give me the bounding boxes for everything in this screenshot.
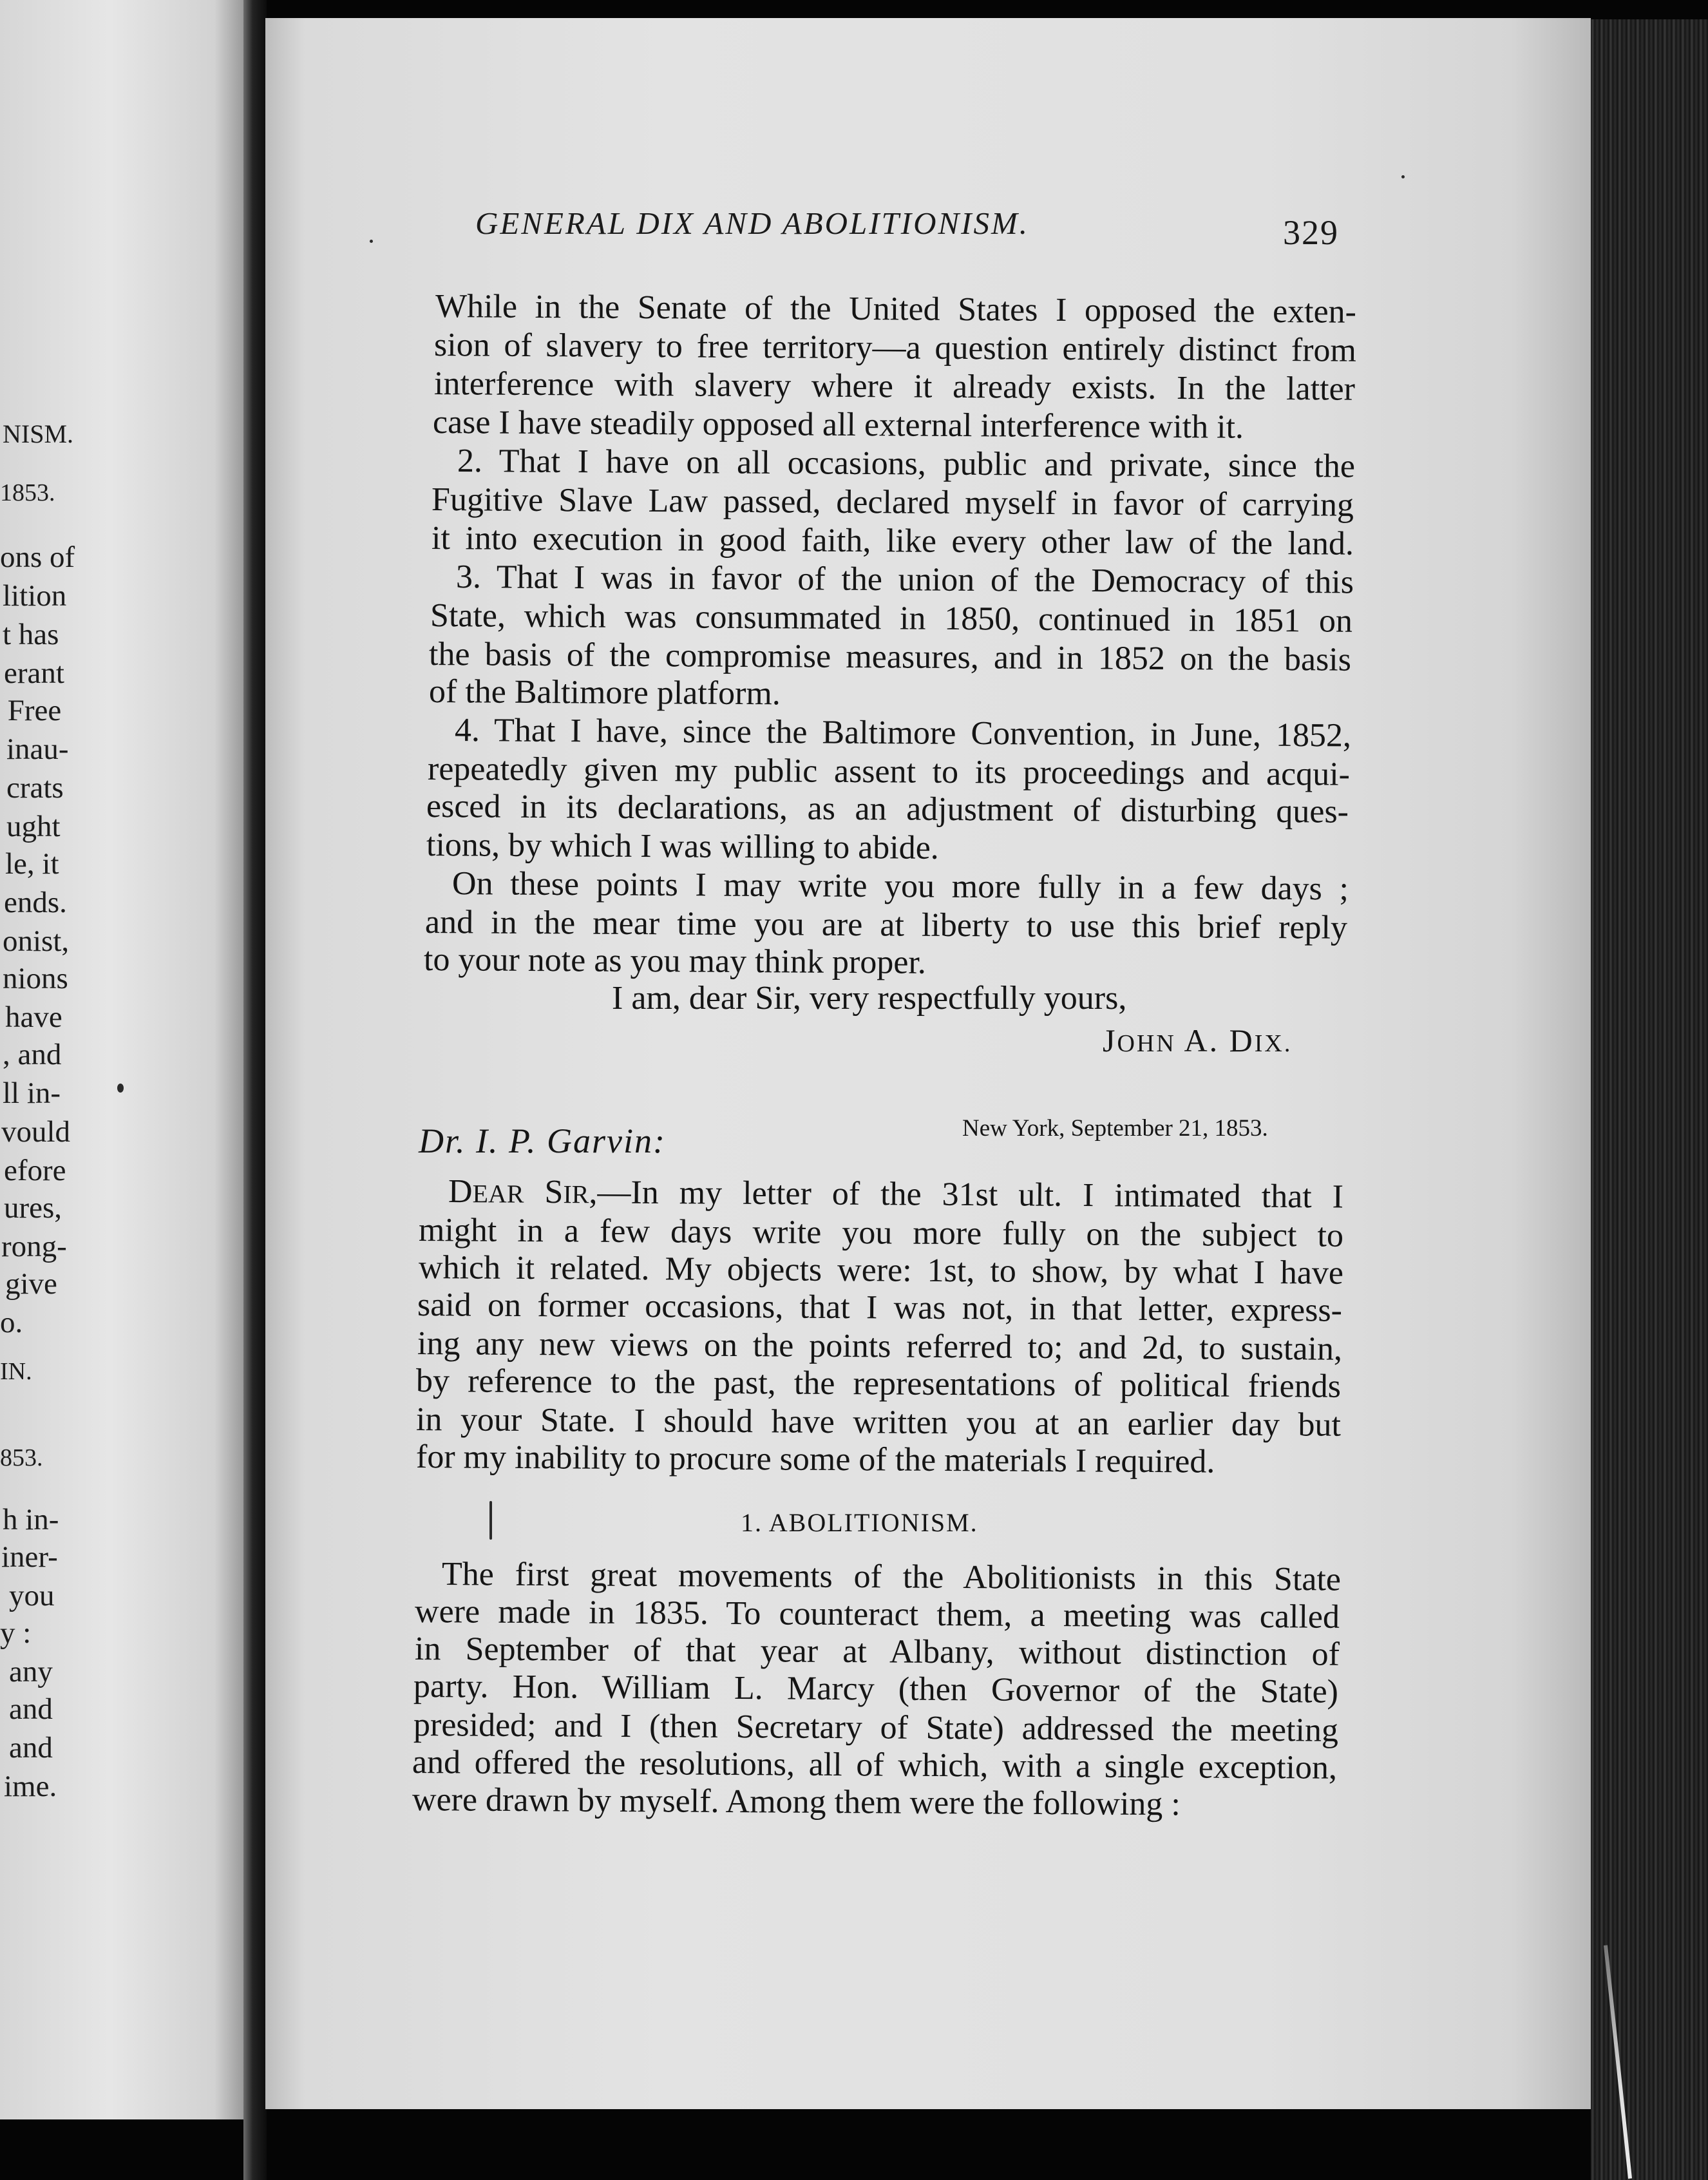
left-page-line: erant (4, 656, 64, 690)
salutation-ir: IR (563, 1180, 589, 1209)
salutation-d: D (448, 1173, 473, 1210)
signature-j: J (1103, 1022, 1117, 1058)
body-line: case I have steadily opposed all external interference with it. (432, 404, 1244, 446)
signature-a-d: A. D (1175, 1022, 1255, 1058)
left-page-line: , and (3, 1038, 62, 1071)
left-page-line: le, it (5, 847, 59, 881)
signature-ohn: OHN (1117, 1030, 1176, 1057)
body-line: The first great movements of the Abolitionists in this State (441, 1556, 1342, 1598)
left-page-line: ons of (0, 540, 75, 574)
body-line: repeatedly given my public assent to its proceedings and acqui- (427, 751, 1351, 793)
left-page-line: 853. (0, 1444, 43, 1471)
letter-addressee: Dr. I. P. Garvin: (419, 1122, 666, 1160)
running-head: GENERAL DIX AND ABOLITIONISM. (475, 206, 1030, 241)
left-page-line: ures, (4, 1191, 62, 1225)
left-page-line: and (9, 1692, 53, 1726)
body-line: were made in 1835. To counteract them, a meeting was called (414, 1593, 1340, 1636)
body-line: presided; and I (then Secretary of State) addressed the meeting (413, 1707, 1339, 1749)
left-page-line: any (9, 1655, 53, 1688)
signature-ix: IX. (1254, 1030, 1293, 1057)
body-line-salutation (448, 1175, 1343, 1214)
body-line: On these points I may write you more fully in a few days ; (451, 865, 1349, 908)
left-page-line: o. (0, 1306, 23, 1339)
body-line: 3. That I was in favor of the union of the Democracy of this (455, 559, 1354, 601)
body-line: it into execution in good faith, like every other law of the land. (431, 520, 1354, 562)
left-page-line: ll in- (3, 1076, 61, 1110)
left-page-line: you (9, 1579, 55, 1612)
body-line: for my inability to procure some of the materials I required. (415, 1439, 1215, 1480)
left-page-line: have (5, 1000, 62, 1034)
body-line: party. Hon. William L. Marcy (then Governor of the State) (413, 1668, 1339, 1710)
page-number: 329 (1283, 213, 1339, 252)
left-page-line: y : (0, 1616, 32, 1650)
salutation-text: ,—In my letter of the 31st ult. I intimated that I (589, 1174, 1344, 1216)
left-page-line: Free (0, 694, 62, 727)
body-line: and in the mear time you are at liberty to use this brief reply (424, 904, 1348, 946)
left-page-line: 1853. (0, 479, 55, 506)
scan-speck (117, 1084, 124, 1093)
body-line: of the Baltimore platform. (428, 673, 781, 712)
left-page-line: efore (4, 1154, 66, 1187)
left-page-line: vould (1, 1115, 71, 1149)
page-edges (1591, 19, 1708, 2180)
body-line: While in the Senate of the United States I opposed the exten- (435, 288, 1357, 330)
body-line: said on former occasions, that I was not, in that letter, express- (417, 1286, 1343, 1329)
left-page-line: t has (3, 618, 59, 651)
body-line: in your State. I should have written you at an earlier day but (415, 1401, 1342, 1444)
body-line: by reference to the past, the representations of political friends (415, 1362, 1342, 1405)
left-page-line: and (9, 1731, 53, 1764)
signature (1103, 1022, 1292, 1059)
body-line: were drawn by myself. Among them were the following : (412, 1781, 1181, 1823)
body-line: and offered the resolutions, all of which, with a single exception, (412, 1744, 1338, 1786)
left-page-line: ime. (4, 1770, 57, 1803)
body-line: State, which was consummated in 1850, continued in 1851 on (430, 597, 1353, 640)
salutation-ear: EAR (472, 1179, 524, 1209)
left-page-line: IN. (0, 1358, 32, 1385)
body-line: Fugitive Slave Law passed, declared myself in favor of carrying (431, 481, 1354, 524)
left-page-line: ends. (4, 886, 67, 919)
book-gutter (243, 0, 267, 2180)
left-page-line: crats (6, 771, 64, 805)
body-line: tions, by which I was willing to abide. (426, 827, 939, 866)
left-page-line: rong- (1, 1230, 67, 1263)
left-page-line: lition (3, 579, 67, 613)
left-page-line: NISM. (3, 419, 74, 448)
scan-speck (1401, 175, 1405, 178)
left-page-line: inau- (6, 732, 69, 766)
scan-speck (370, 240, 373, 243)
body-line: esced in its declarations, as an adjustment of disturbing ques- (426, 788, 1349, 830)
body-line: which it related. My objects were: 1st, to show, by what I have (418, 1249, 1344, 1292)
letter-closing: I am, dear Sir, very respectfully yours, (612, 980, 1127, 1017)
left-page-line: iner- (1, 1540, 58, 1574)
left-page-line: h in- (3, 1503, 59, 1536)
body-line: 2. That I have on all occasions, public and private, since the (457, 443, 1356, 485)
body-line: sion of slavery to free territory—a question entirely distinct from (433, 327, 1357, 369)
salutation-s: S (524, 1173, 564, 1211)
left-page-line: ught (6, 810, 61, 843)
body-line: might in a few days write you more fully on the subject to (418, 1212, 1344, 1254)
left-facing-page (0, 0, 243, 2119)
letter-dateline: New York, September 21, 1853. (962, 1115, 1268, 1142)
scan-speck (489, 1501, 492, 1540)
left-page-line: give (5, 1267, 57, 1301)
body-line: in September of that year at Albany, without distinction of (414, 1630, 1340, 1673)
body-line: ing any new views on the points referred to; and 2d, to sustain, (417, 1325, 1343, 1368)
body-line: the basis of the compromise measures, and in 1852 on the basis (428, 636, 1352, 678)
left-page-line: nions (3, 962, 68, 995)
section-heading: 1. ABOLITIONISM. (741, 1508, 978, 1537)
body-line: interference with slavery where it already exists. In the latter (433, 365, 1356, 408)
left-page-line: onist, (3, 924, 70, 958)
body-line: to your note as you may think proper. (423, 941, 927, 981)
body-line: 4. That I have, since the Baltimore Convention, in June, 1852, (454, 712, 1352, 754)
